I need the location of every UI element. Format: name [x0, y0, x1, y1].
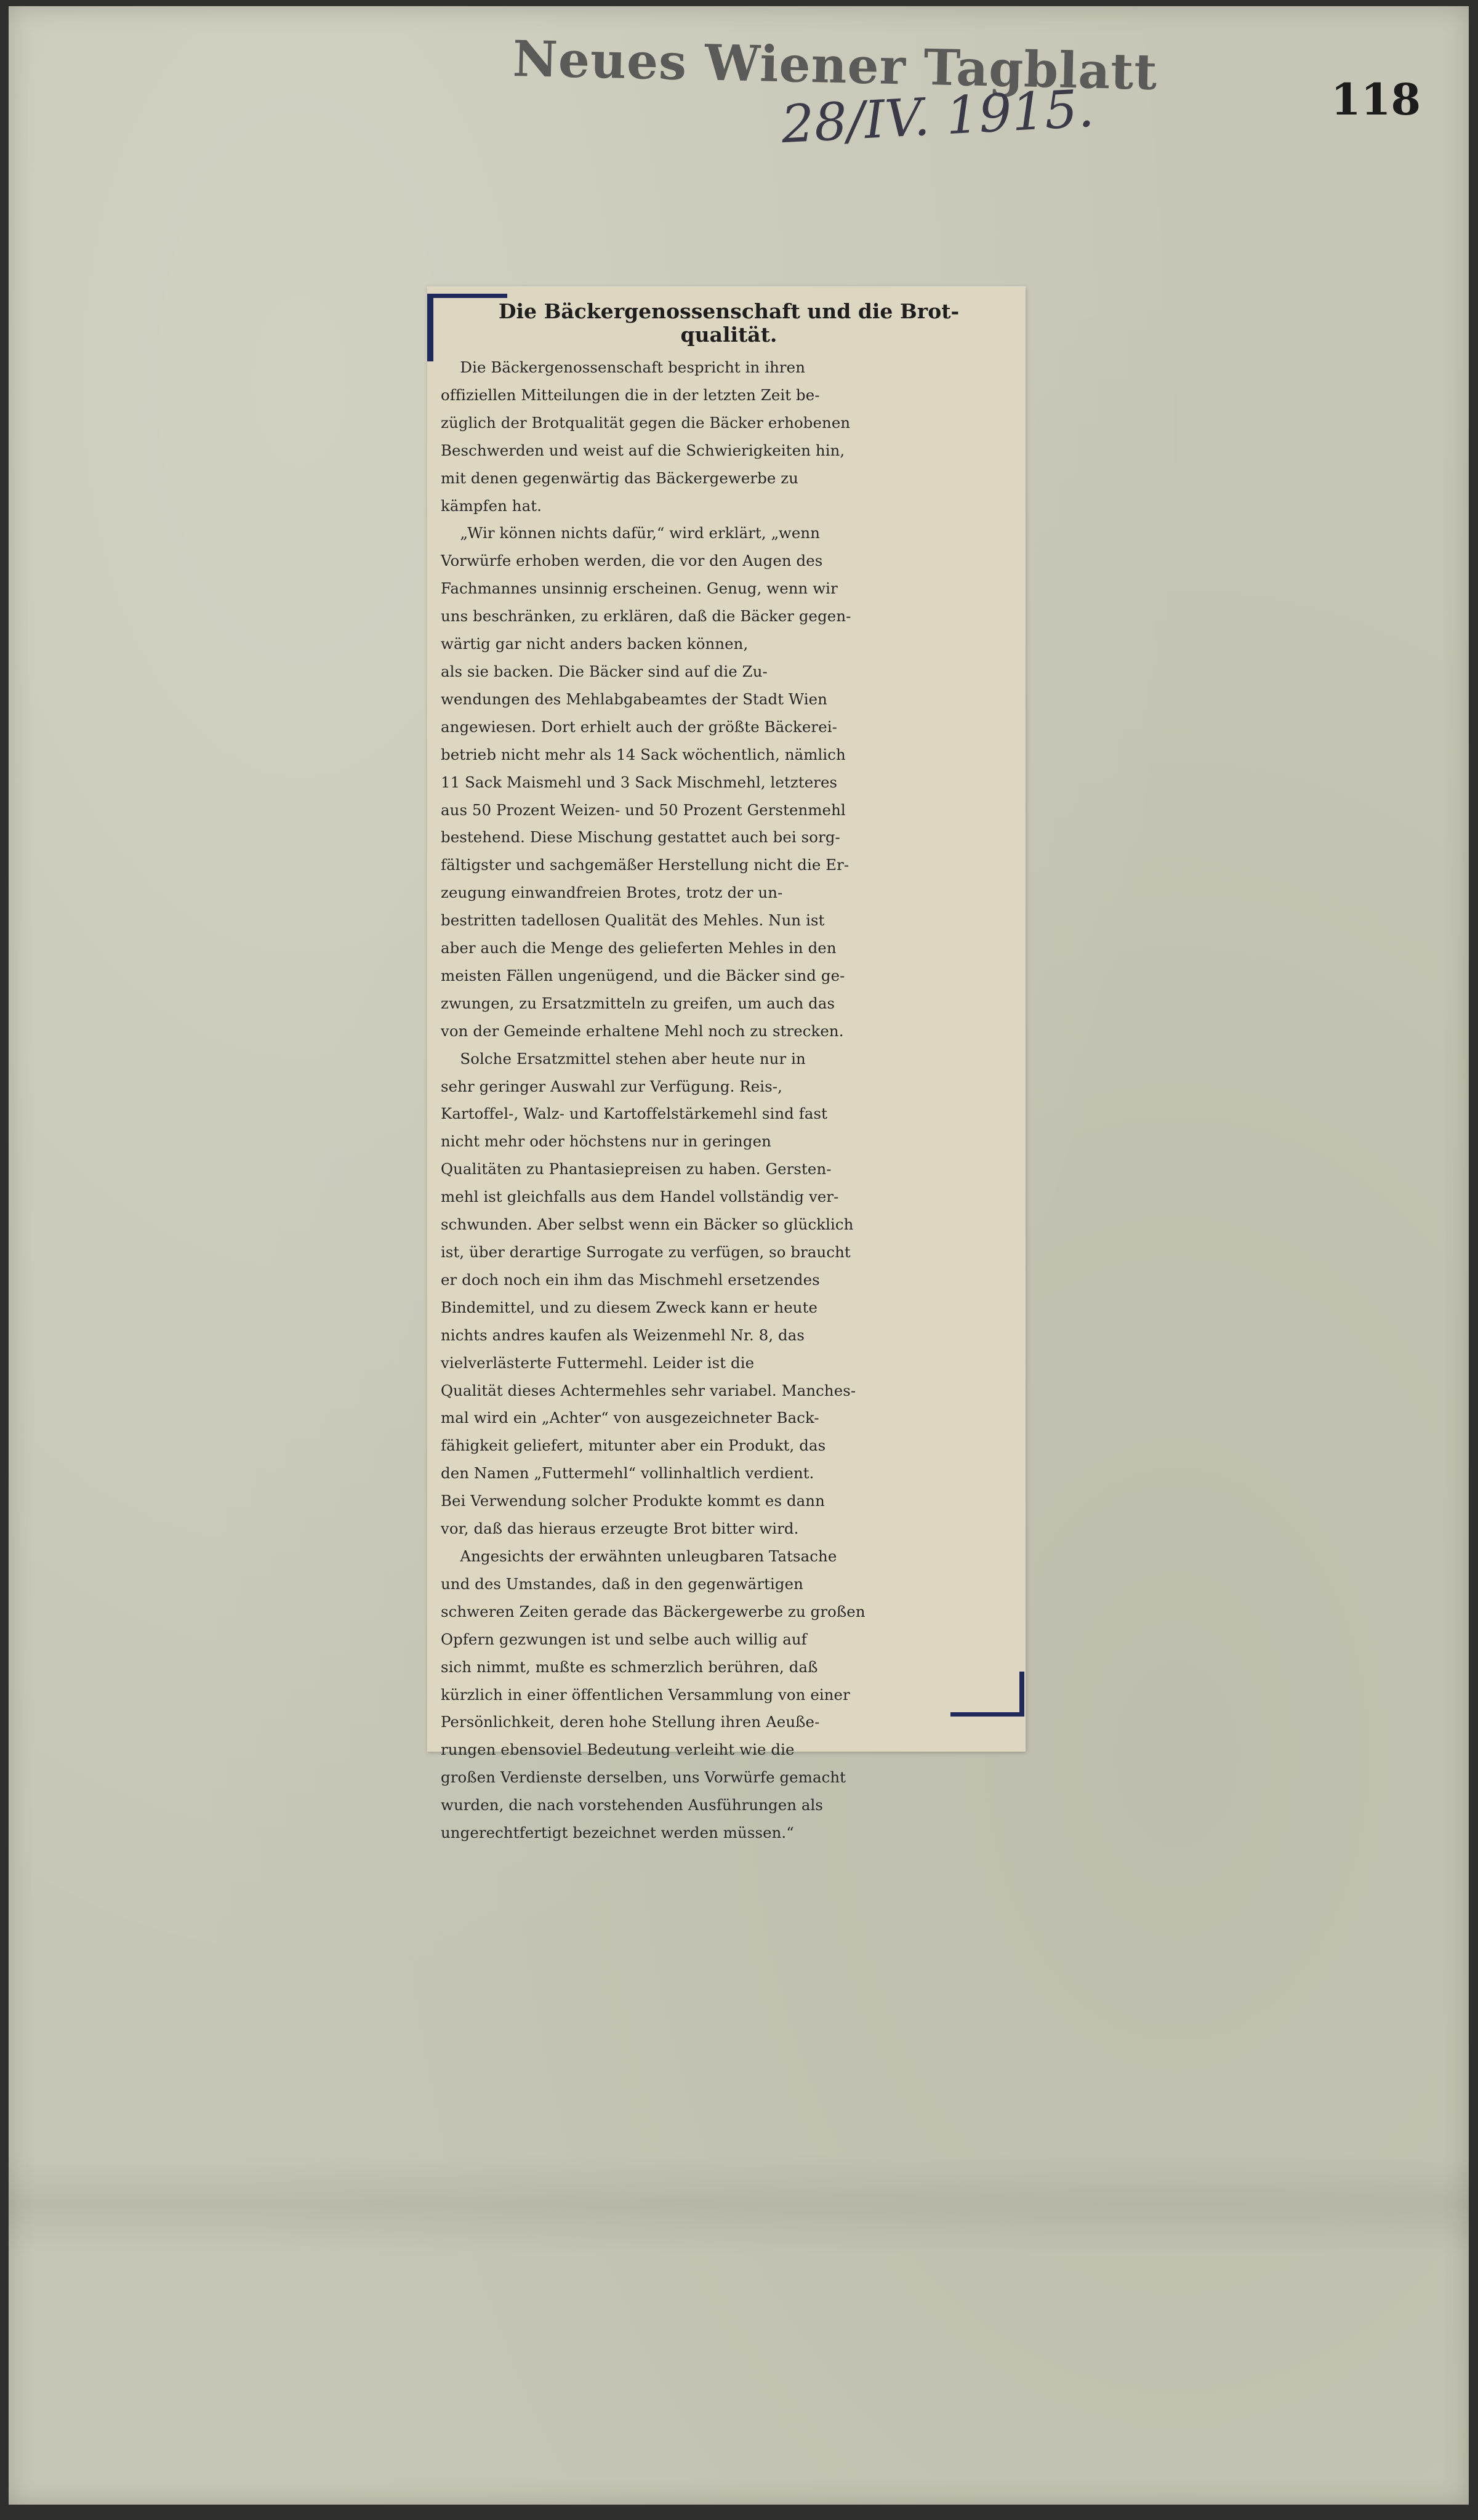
- article-body: Die Bäckergenossenschaft bespricht in ihren offiziellen Mitteilungen die in der letzten Zeit be- züglich der Brotqualität gegen die Bäcker erhobenen Beschwerden und weist auf die Schwierigkeiten hin, mit denen gegenwärtig das Bäckergewerbe zu kämpfen hat. „Wir können nichts dafür,“ wird erklärt, „wenn Vorwürfe erhoben werden, die vor den Augen des Fachmannes unsinnig erscheinen. Genug, wenn wir uns beschränken, zu erklären, daß die Bäcker gegen- wärtig gar nicht anders backen können, als sie backen. Die Bäcker sind auf die Zu- wendungen des Mehlabgabeamtes der Stadt Wien angewiesen. Dort erhielt auch der größte Bäckerei- betrieb nicht mehr als 14 Sack wöchentlich, nämlich 11 Sack Maismehl und 3 Sack Mischmehl, letzteres aus 50 Prozent Weizen- und 50 Prozent Gerstenmehl bestehend. Diese Mischung gestattet auch bei sorg- fältigster und sachgemäßer Herstellung nicht die Er- zeugung einwandfreien Brotes, trotz der un- bestritten tadellosen Qualität des Mehles. Nun ist aber auch die Menge des gelieferten Mehles in den meisten Fällen ungenügend, und die Bäcker sind ge- zwungen, zu Ersatzmitteln zu greifen, um auch das von der Gemeinde erhaltene Mehl noch zu strecken. Solche Ersatzmittel stehen aber heute nur in sehr geringer Auswahl zur Verfügung. Reis-, Kartoffel-, Walz- und Kartoffelstärkemehl sind fast nicht mehr oder höchstens nur in geringen Qualitäten zu Phantasiepreisen zu haben. Gersten- mehl ist gleichfalls aus dem Handel vollständig ver- schwunden. Aber selbst wenn ein Bäcker so glücklich ist, über derartige Surrogate zu verfügen, so braucht er doch noch ein ihm das Mischmehl ersetzendes Bindemittel, und zu diesem Zweck kann er heute nichts andres kaufen als Weizenmehl Nr. 8, das vielverlästerte Futtermehl. Leider ist die Qualität dieses Achtermehles sehr variabel. Manches- mal wird ein „Achter“ von ausgezeichneter Back- fähigkeit geliefert, mitunter aber ein Produkt, das den Namen „Futtermehl“ vollinhaltlich verdient. Bei Verwendung solcher Produkte kommt es dann vor, daß das hieraus erzeugte Brot bitter wird. Angesichts der erwähnten unleugbaren Tatsache und des Umstandes, daß in den gegenwärtigen schweren Zeiten gerade das Bäckergewerbe zu großen Opfern gezwungen ist und selbe auch willig auf sich nimmt, mußte es schmerzlich berühren, daß kürzlich in einer öffentlichen Versammlung von einer Persönlichkeit, deren hohe Stellung ihren Aeuße- rungen ebensoviel Bedeutung verleiht wie die großen Verdienste derselben, uns Vorwürfe gemacht wurden, die nach vorstehenden Ausführungen als ungerechtfertigt bezeichnet werden müssen.“: [441, 358, 866, 1842]
- newspaper-name-stamp: Neues Wiener Tagblatt: [512, 30, 1159, 101]
- handwritten-date: 28/IV. 1915.: [779, 78, 1096, 155]
- corner-mark-bottom-right: [1019, 1672, 1024, 1715]
- newspaper-clipping: [427, 286, 1026, 1842]
- archive-sheet: [9, 6, 1469, 2505]
- corner-mark-top-left: [427, 294, 433, 361]
- page-number: 118: [1331, 74, 1421, 125]
- article-title: Die Bäckergenossenschaft und die Brot- qualität.: [498, 299, 960, 347]
- corner-mark-top-left-horizontal: [427, 294, 507, 298]
- corner-mark-bottom-right-horizontal: [950, 1712, 1024, 1717]
